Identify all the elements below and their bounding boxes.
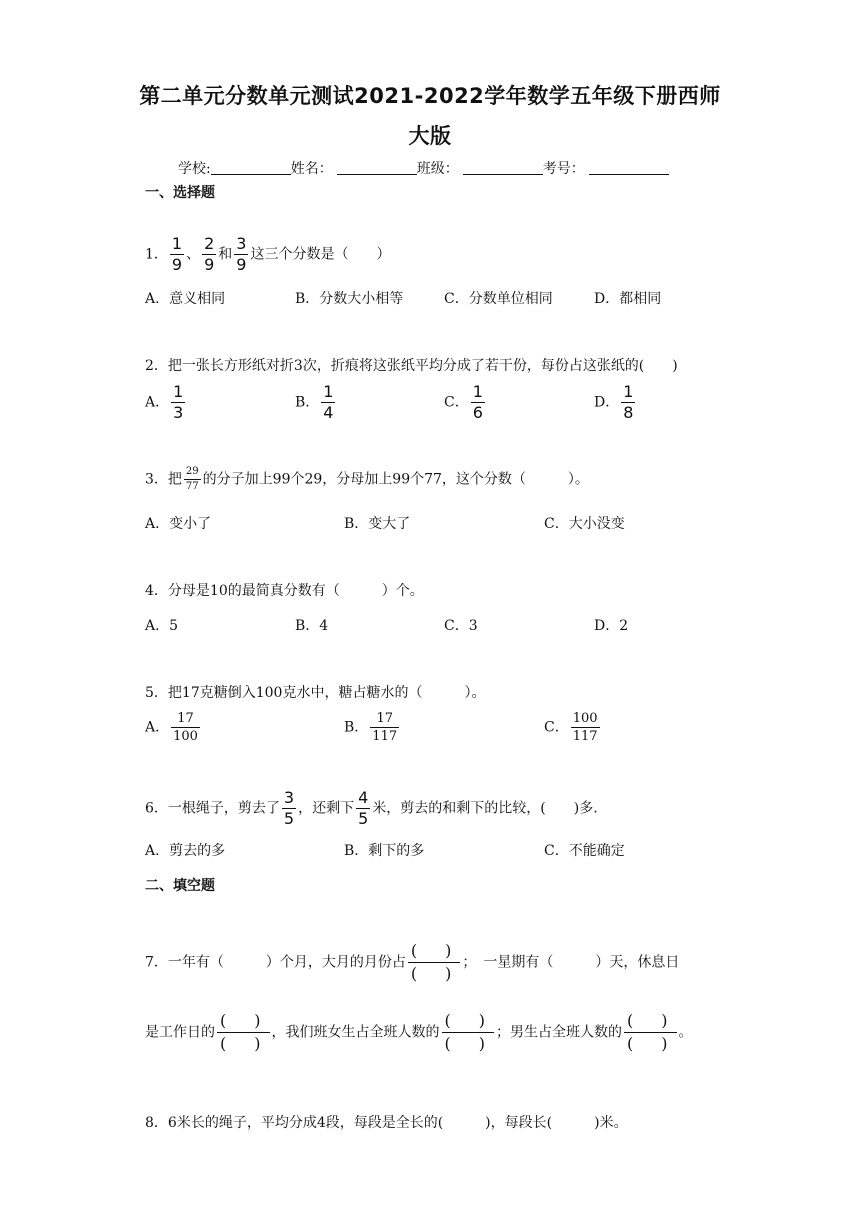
fraction: $\frac{2}{9}$ — [204, 234, 215, 274]
page-title-continued: 大版 — [408, 124, 452, 148]
q4-option-b[interactable]: B．4 — [295, 618, 329, 634]
q5-option-c[interactable]: C． $\frac{100}{117}$ — [544, 711, 598, 744]
question-3: 3．把 $\frac{29}{77}$ 的分子加上99个29，分母加上99个77，这个分数（ ）。 — [145, 466, 589, 492]
question-8: 8．6米长的绳子，平均分成4段，每段是全长的( )，每段长( )米。 — [145, 1115, 628, 1131]
fraction: $\frac{29}{77}$ — [185, 466, 199, 492]
question-6: 6．一根绳子，剪去了 $\frac{3}{5}$ ，还剩下 $\frac{4}{5}$ 米，剪去的和剩下的比较，( )多. — [145, 788, 598, 828]
question-4: 4．分母是10的最简真分数有（ ）个。 — [145, 583, 424, 599]
name-blank[interactable] — [337, 160, 417, 175]
q3-option-c[interactable]: C．大小没变 — [544, 516, 625, 532]
q4-option-c[interactable]: C．3 — [444, 618, 478, 634]
fraction: $\frac{4}{5}$ — [358, 788, 369, 828]
q3-option-a[interactable]: A．变小了 — [145, 516, 212, 532]
q1-option-d[interactable]: D．都相同 — [594, 291, 662, 307]
name-label: 姓名： — [290, 161, 333, 177]
q1-option-c[interactable]: C．分数单位相同 — [444, 291, 553, 307]
q2-option-d[interactable]: D． $\frac{1}{8}$ — [594, 382, 634, 422]
q6-option-b[interactable]: B．剩下的多 — [344, 843, 425, 859]
q2-option-a[interactable]: A． $\frac{1}{3}$ — [145, 382, 184, 422]
fraction: $\frac{1}{9}$ — [171, 234, 183, 274]
school-label: 学校: — [178, 161, 211, 177]
blank-fraction[interactable]: ( ) ( ) — [217, 1013, 270, 1052]
blank-fraction[interactable]: ( ) ( ) — [624, 1013, 677, 1052]
exam-no-blank[interactable] — [589, 160, 669, 175]
question-7-line-2: 是工作日的 ( ) ( ) ，我们班女生占全班人数的 ( ) ( ) ；男生占全班人数的 ( ) ( ) 。 — [145, 1011, 693, 1053]
q2-option-b[interactable]: B． $\frac{1}{4}$ — [295, 382, 334, 422]
exam-no-label: 考号： — [542, 161, 585, 177]
class-label: 班级： — [416, 161, 459, 177]
question-1: 1． $\frac{1}{9}$ 、 $\frac{2}{9}$ 和 $\frac{3}{9}$ 这三个分数是（ ） — [145, 234, 391, 274]
q5-option-a[interactable]: A． $\frac{17}{100}$ — [145, 711, 198, 744]
q1-option-a[interactable]: A．意义相同 — [145, 291, 226, 307]
fraction: $\frac{3}{5}$ — [283, 788, 295, 828]
q5-option-b[interactable]: B． $\frac{17}{117}$ — [344, 711, 398, 744]
section-fill-heading: 二、填空题 — [145, 878, 215, 894]
page-title: 第二单元分数单元测试2021-2022学年数学五年级下册西师 — [139, 84, 721, 108]
fraction: $\frac{3}{9}$ — [236, 234, 247, 274]
question-7-line-1: 7．一年有（ ）个月，大月的月份占 ( ) ( ) ； 一星期有（ ）天，休息日 — [145, 941, 680, 983]
class-blank[interactable] — [463, 160, 543, 175]
q6-option-c[interactable]: C．不能确定 — [544, 843, 625, 859]
q4-option-a[interactable]: A．5 — [145, 618, 179, 634]
question-2: 2．把一张长方形纸对折3次，折痕将这张纸平均分成了若干份，每份占这张纸的( ) — [145, 358, 678, 374]
q3-option-b[interactable]: B．变大了 — [344, 516, 411, 532]
section-choice-heading: 一、选择题 — [145, 185, 215, 201]
q1-option-b[interactable]: B．分数大小相等 — [295, 291, 404, 307]
blank-fraction[interactable]: ( ) ( ) — [408, 943, 461, 982]
blank-fraction[interactable]: ( ) ( ) — [442, 1013, 495, 1052]
q2-option-c[interactable]: C． $\frac{1}{6}$ — [444, 382, 483, 422]
student-info-line — [178, 158, 669, 178]
question-5: 5．把17克糖倒入100克水中，糖占糖水的（ ）。 — [145, 685, 486, 701]
q4-option-d[interactable]: D．2 — [594, 618, 629, 634]
q6-option-a[interactable]: A．剪去的多 — [145, 843, 226, 859]
school-blank[interactable] — [211, 160, 291, 175]
